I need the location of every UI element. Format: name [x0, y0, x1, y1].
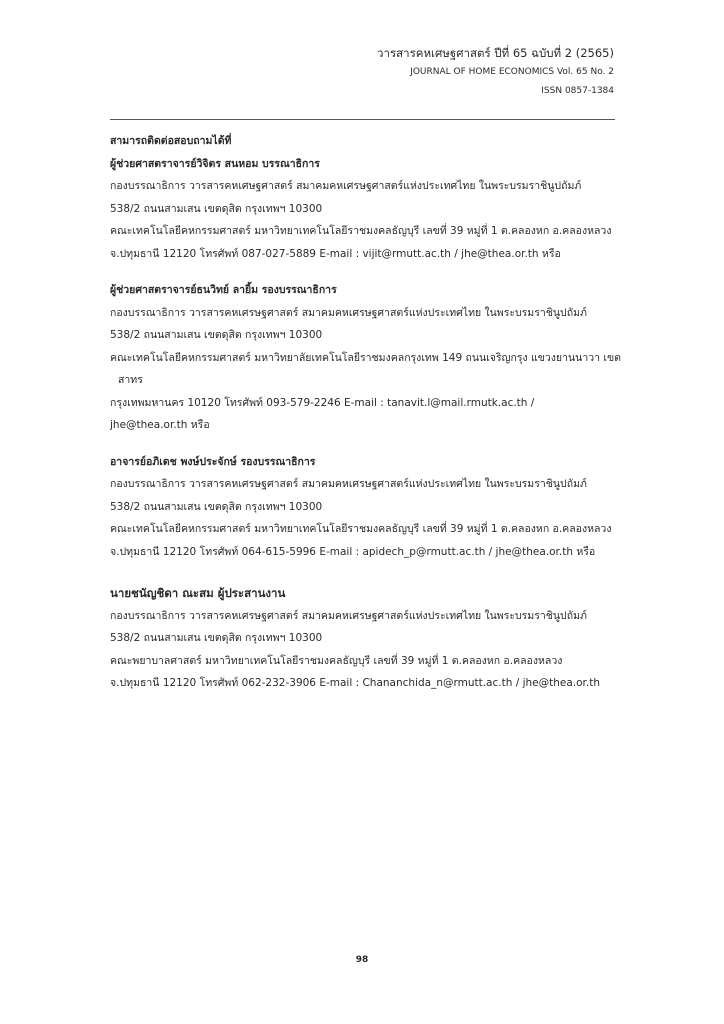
contact-name: นายชนัญชิดา ณะสม ผู้ประสานงาน [110, 586, 286, 600]
contact-line: กองบรรณาธิการ วารสารคหเศรษฐศาสตร์ สมาคมคหเศรษฐศาสตร์แห่งประเทศไทย ในพระบรมราชินูปถัมภ์ [110, 609, 587, 622]
contact-line: 538/2 ถนนสามเสน เขตดุสิต กรุงเทพฯ 10300 [110, 329, 323, 341]
contact-line: กองบรรณาธิการ วารสารคหเศษฐศาสตร์ สมาคมคหเศรษฐศาสตร์แห่งประเทศไทย ในพระบรมราชินูปถัมภ์ [110, 180, 582, 192]
contact-line: จ.ปทุมธานี 12120 โทรศัพท์ 087-027-5889 E-mail : vijit@rmutt.ac.th / jhe@thea.or.th หรือ [110, 247, 561, 260]
contact-block-deputy-editor-2 [110, 451, 630, 564]
contact-block-deputy-editor-1 [110, 279, 630, 437]
contact-block-coordinator [110, 582, 630, 695]
contact-line: กองบรรณาธิการ วารสารคหเศรษฐศาสตร์ สมาคมคหเศรษฐศาสตร์แห่งประเทศไทย ในพระบรมราชินูปถัมภ์ [110, 478, 587, 490]
contact-line: กองบรรณาธิการ วารสารคหเศรษฐศาสตร์ สมาคมคหเศรษฐศาสตร์แห่งประเทศไทย ในพระบรมราชินูปถัมภ์ [110, 306, 587, 319]
contact-line: 538/2 ถนนสามเสน เขตดุสิต กรุงเทพฯ 10300 [110, 500, 323, 513]
contact-name: อาจารย์อภิเดช พงษ์ประจักษ์ รองบรรณาธิการ [110, 455, 316, 468]
contact-line: กรุงเทพมหานคร 10120 โทรศัพท์ 093-579-2246 E-mail : tanavit.l@mail.rmutk.ac.th / [110, 396, 535, 409]
contact-line: จ.ปทุมธานี 12120 โทรศัพท์ 064-615-5996 E-mail : apidech_p@rmutt.ac.th / jhe@thea.or.th หรือ [110, 545, 596, 558]
contact-line: คณะเทคโนโลยีคหกรรมศาสตร์ มหาวิทยาเทคโนโลยีราชมงคลธัญบุรี เลขที่ 39 หมู่ที่ 1 ต.คลองหก อ.คลองหลวง [110, 225, 612, 237]
intro-heading: สามารถติดต่อสอบถามได้ที่ [110, 135, 232, 147]
contact-line: jhe@thea.or.th หรือ [110, 419, 210, 431]
contact-block-editor [110, 153, 630, 266]
journal-title-english: JOURNAL OF HOME ECONOMICS Vol. 65 No. 2 [410, 67, 614, 77]
contact-line: คณะเทคโนโลยีคหกรรมศาสตร์ มหาวิทยาลัยเทคโนโลยีราชมงคลกรุงเทพ 149 ถนนเจริญกรุง แขวงยานนาวา เขต [110, 351, 621, 364]
contact-line: 538/2 ถนนสามเสน เขตดุสิต กรุงเทพฯ 10300 [110, 202, 323, 215]
contact-line: 538/2 ถนนสามเสน เขตดุสิต กรุงเทพฯ 10300 [110, 632, 323, 644]
spacer [110, 563, 630, 582]
contact-name: ผู้ช่วยศาสตราจารย์วิจิตร สนหอม บรรณาธิการ [110, 157, 320, 170]
spacer [110, 437, 630, 451]
contact-line: สาทร [118, 374, 143, 386]
contact-name: ผู้ช่วยศาสตราจารย์ธนวิทย์ ลายิ้ม รองบรรณาธิการ [110, 284, 337, 296]
contact-line: คณะเทคโนโลยีคหกรรมศาสตร์ มหาวิทยาเทคโนโลยีราชมงคลธัญบุรี เลขที่ 39 หมู่ที่ 1 ต.คลองหก อ.คลองหลวง [110, 523, 612, 535]
contact-line: จ.ปทุมธานี 12120 โทรศัพท์ 062-232-3906 E-mail : Chananchida_n@rmutt.ac.th / jhe@thea.or.th [110, 677, 601, 689]
page-number: 98 [355, 955, 369, 965]
spacer [110, 265, 630, 279]
page-header [377, 44, 614, 101]
issn: ISSN 0857-1384 [541, 86, 614, 96]
contact-line: คณะพยาบาลศาสตร์ มหาวิทยาเทคโนโลยีราชมงคลธัญบุรี เลขที่ 39 หมู่ที่ 1 ต.คลองหก อ.คลองหลวง [110, 654, 563, 667]
contact-content [110, 130, 630, 695]
header-divider [110, 119, 615, 120]
journal-title-thai: วารสารคหเศษฐศาสตร์ ปีที่ 65 ฉบับที่ 2 (2565) [377, 46, 614, 60]
